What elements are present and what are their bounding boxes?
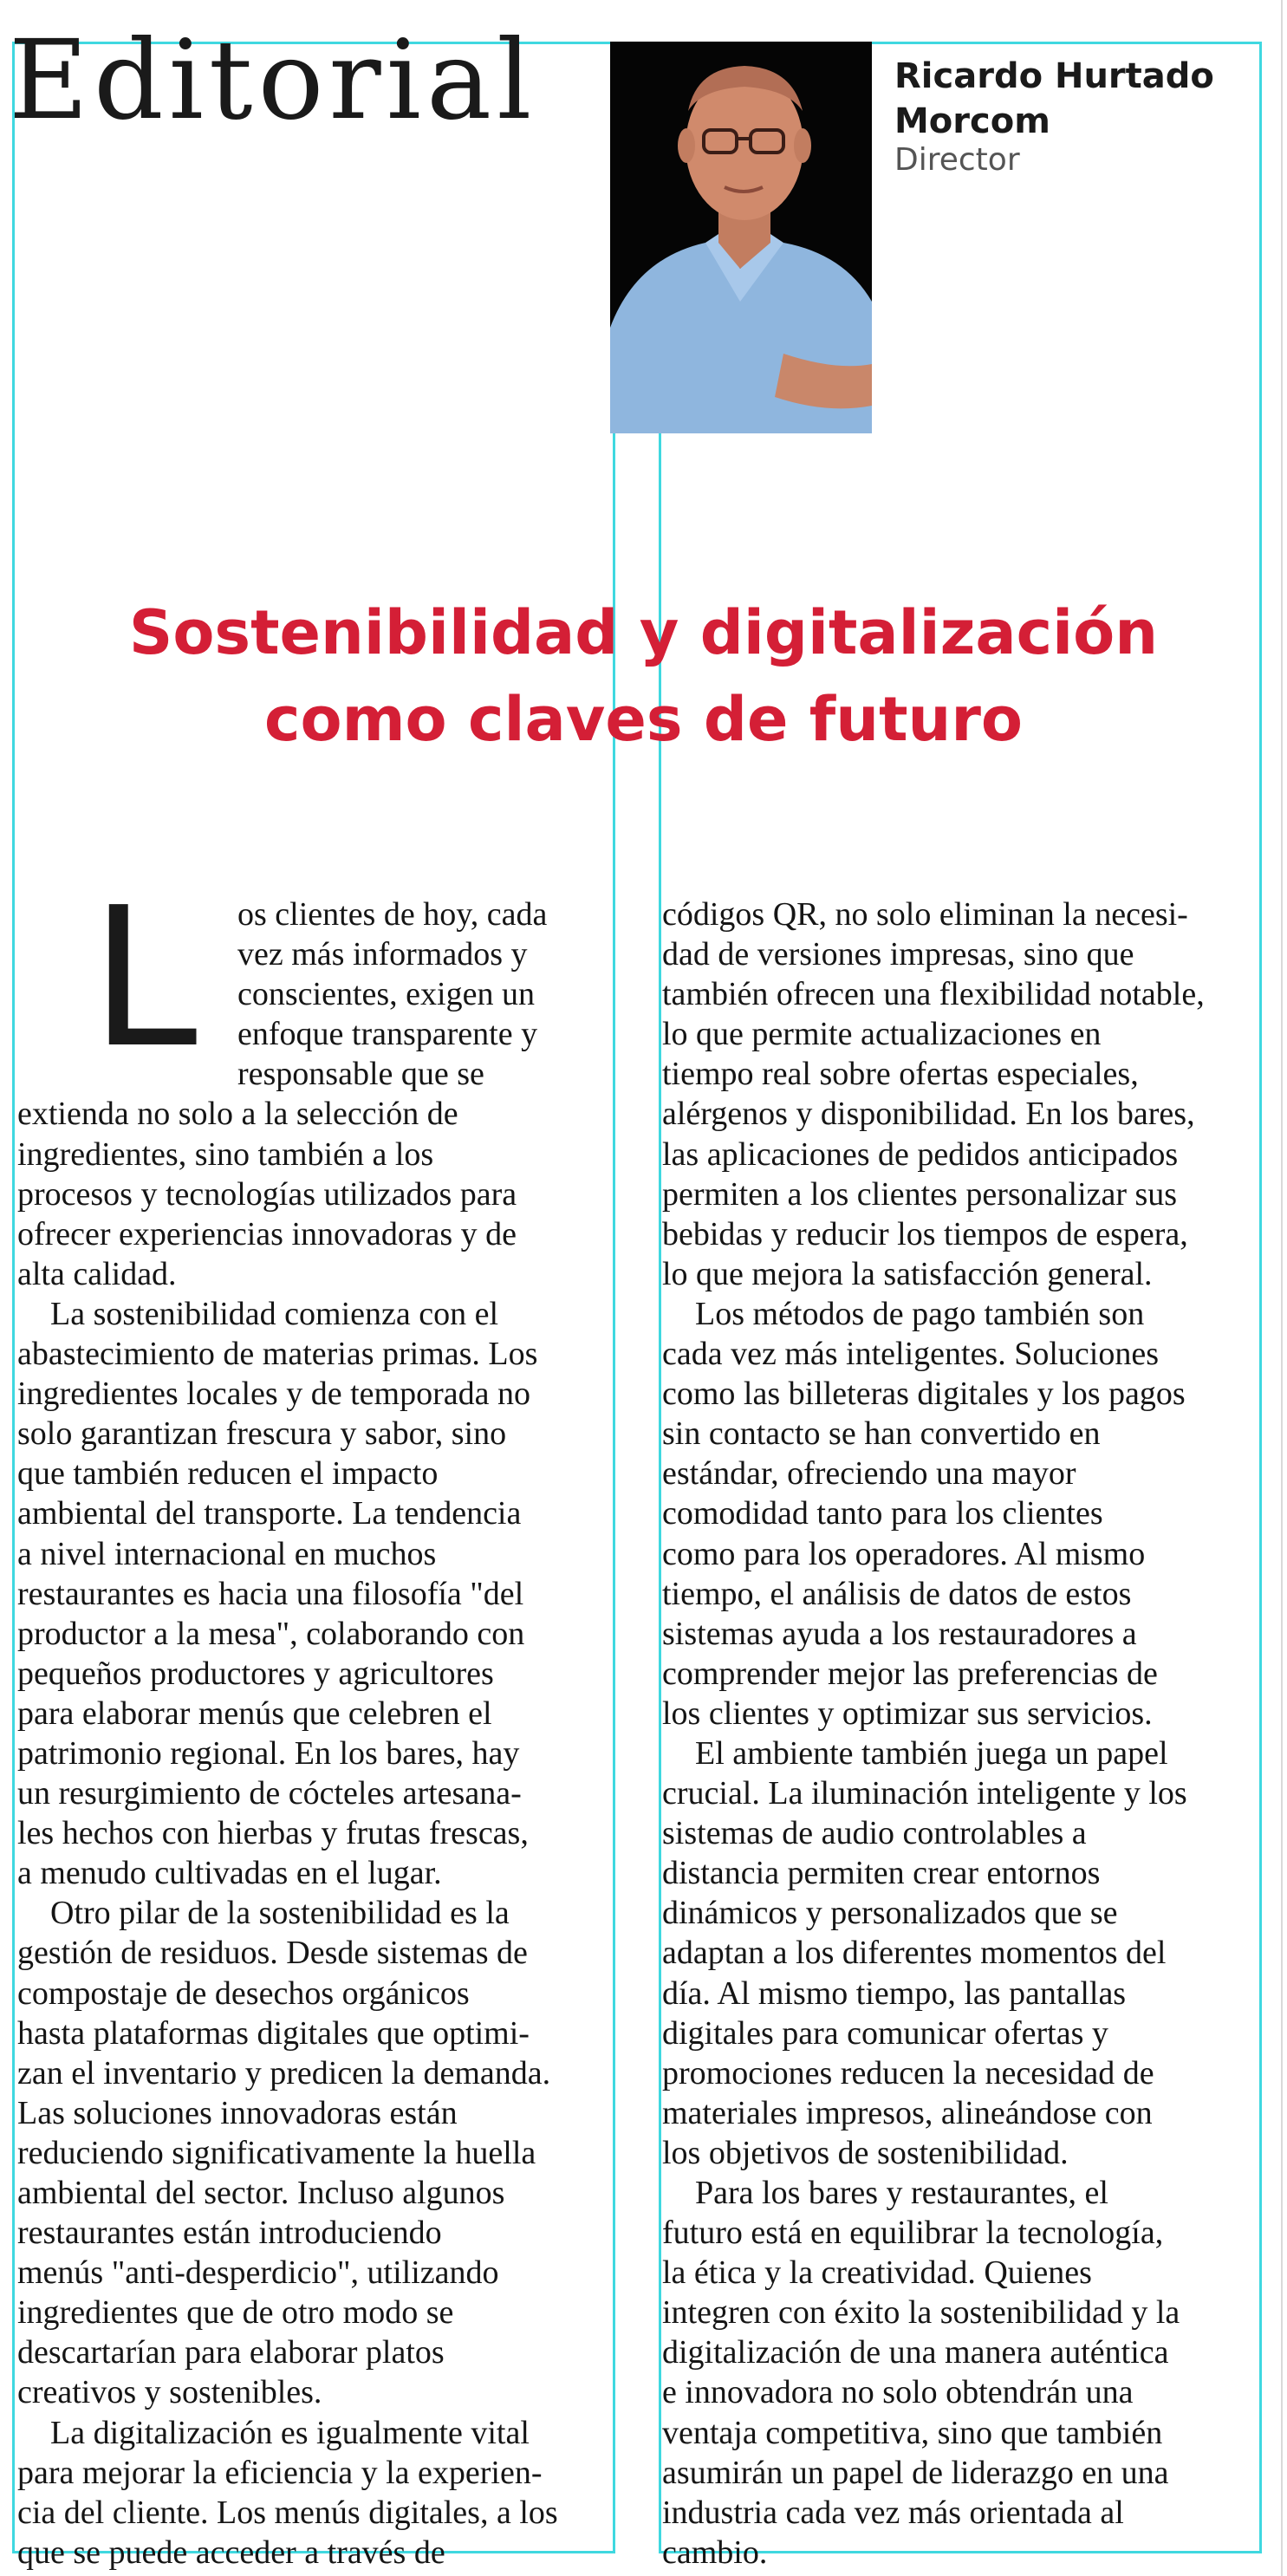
text-line: reduciendo significativamente la huella	[17, 2134, 536, 2171]
text-line: a nivel internacional en muchos	[17, 1535, 437, 1572]
text-line: restaurantes están introduciendo	[17, 2215, 442, 2252]
text-line: dinámicos y personalizados que se	[662, 1895, 1118, 1932]
text-line: alérgenos y disponibilidad. En los bares,	[662, 1096, 1195, 1133]
text-line: gestión de residuos. Desde sistemas de	[17, 1935, 528, 1972]
text-line: enfoque transparente y	[237, 1016, 538, 1053]
text-line: cambio.	[662, 2534, 768, 2571]
text-line: productor a la mesa", colaborando con	[17, 1615, 525, 1652]
headline-line: Sostenibilidad y digitalización	[128, 597, 1159, 668]
text-line: sistemas de audio controlables a	[662, 1815, 1087, 1852]
text-line: a menudo cultivadas en el lugar.	[17, 1855, 442, 1892]
text-line: cia del cliente. Los menús digitales, a los	[17, 2494, 558, 2531]
section-title: Editorial	[9, 16, 537, 144]
article-column-right	[662, 894, 1269, 2573]
text-line: para mejorar la eficiencia y la experien-	[17, 2454, 543, 2491]
text-line: ventaja competitiva, sino que también	[662, 2414, 1163, 2451]
text-line: sin contacto se han convertido en	[662, 1415, 1101, 1453]
text-line: lo que permite actualizaciones en	[662, 1016, 1102, 1053]
text-line: ofrecer experiencias innovadoras y de	[17, 1215, 517, 1252]
text-line: conscientes, exigen un	[237, 976, 535, 1013]
text-line: descartarían para elaborar platos	[17, 2334, 445, 2371]
text-line: también ofrecen una flexibilidad notable,	[662, 976, 1205, 1013]
text-line: como para los operadores. Al mismo	[662, 1535, 1146, 1572]
text-line: bebidas y reducir los tiempos de espera,	[662, 1215, 1188, 1252]
text-line: procesos y tecnologías utilizados para	[17, 1175, 517, 1213]
text-line: digitales para comunicar ofertas y	[662, 2014, 1108, 2052]
text-line: menús "anti-desperdicio", utilizando	[17, 2254, 499, 2292]
text-line: industria cada vez más orientada al	[662, 2494, 1124, 2531]
text-line: adaptan a los diferentes momentos del	[662, 1935, 1167, 1972]
text-line: os clientes de hoy, cada	[237, 896, 548, 933]
text-line: un resurgimiento de cócteles artesana-	[17, 1775, 522, 1812]
text-line: Los métodos de pago también son	[695, 1295, 1145, 1332]
text-line: dad de versiones impresas, sino que	[662, 936, 1134, 973]
text-line: ingredientes locales y de temporada no	[17, 1376, 530, 1413]
text-line: responsable que se	[237, 1056, 484, 1093]
first-paragraph	[17, 867, 624, 1094]
article-headline	[0, 589, 1287, 763]
text-line: cada vez más inteligentes. Soluciones	[662, 1336, 1159, 1373]
text-line: día. Al mismo tiempo, las pantallas	[662, 1974, 1127, 2012]
text-line: restaurantes es hacia una filosofía "del	[17, 1575, 524, 1612]
text-line: que se puede acceder a través de	[17, 2534, 445, 2571]
text-line: que también reducen el impacto	[17, 1455, 439, 1493]
text-line: e innovadora no solo obtendrán una	[662, 2374, 1134, 2411]
text-line: estándar, ofreciendo una mayor	[662, 1455, 1076, 1493]
text-line: crucial. La iluminación inteligente y los	[662, 1775, 1187, 1812]
text-line: comprender mejor las preferencias de	[662, 1655, 1158, 1692]
text-line: tiempo real sobre ofertas especiales,	[662, 1056, 1139, 1093]
text-line: vez más informados y	[237, 936, 528, 973]
text-line: Las soluciones innovadoras están	[17, 2094, 458, 2131]
text-line: digitalización de una manera auténtica	[662, 2334, 1169, 2371]
page-edge-line	[1281, 0, 1283, 2576]
text-line: distancia permiten crear entornos	[662, 1855, 1101, 1892]
headline-line: como claves de futuro	[264, 684, 1023, 755]
text-line: ambiental del sector. Incluso algunos	[17, 2175, 505, 2211]
text-line: creativos y sostenibles.	[17, 2374, 322, 2411]
text-line: La digitalización es igualmente vital	[50, 2414, 530, 2451]
text-line: extienda no solo a la selección de	[17, 1096, 458, 1133]
author-name: Ricardo Hurtado Morcom	[894, 56, 1214, 141]
text-line: sistemas ayuda a los restauradores a	[662, 1615, 1137, 1652]
text-line: hasta plataformas digitales que optimi-	[17, 2014, 530, 2052]
text-line: para elaborar menús que celebren el	[17, 1695, 492, 1732]
text-line: les hechos con hierbas y frutas frescas,	[17, 1815, 529, 1852]
text-line: comodidad tanto para los clientes	[662, 1495, 1103, 1532]
text-line: ambiental del transporte. La tendencia	[17, 1495, 522, 1532]
text-line: las aplicaciones de pedidos anticipados	[662, 1135, 1179, 1173]
text-line: futuro está en equilibrar la tecnología,	[662, 2215, 1164, 2252]
drop-cap: L	[90, 867, 198, 1090]
text-line: tiempo, el análisis de datos de estos	[662, 1575, 1132, 1612]
text-line: La sostenibilidad comienza con el	[50, 1295, 499, 1332]
text-line: la ética y la creatividad. Quienes	[662, 2254, 1092, 2292]
text-line: Otro pilar de la sostenibilidad es la	[50, 1895, 510, 1932]
text-line: los objetivos de sostenibilidad.	[662, 2134, 1069, 2171]
author-role: Director	[894, 142, 1020, 178]
text-line: patrimonio regional. En los bares, hay	[17, 1734, 520, 1772]
text-line: asumirán un papel de liderazgo en una	[662, 2454, 1169, 2491]
text-line: ingredientes que de otro modo se	[17, 2294, 454, 2332]
text-line: permiten a los clientes personalizar sus	[662, 1175, 1178, 1213]
text-line: zan el inventario y predicen la demanda.	[17, 2054, 551, 2091]
text-line: pequeños productores y agricultores	[17, 1655, 494, 1692]
text-line: materiales impresos, alineándose con	[662, 2094, 1153, 2131]
text-line: solo garantizan frescura y sabor, sino	[17, 1415, 507, 1453]
author-portrait-icon	[610, 42, 872, 433]
text-line: Para los bares y restaurantes, el	[695, 2175, 1108, 2211]
text-line: integren con éxito la sostenibilidad y la	[662, 2294, 1180, 2332]
text-line: El ambiente también juega un papel	[695, 1734, 1168, 1772]
text-line: lo que mejora la satisfacción general.	[662, 1255, 1153, 1292]
text-line: los clientes y optimizar sus servicios.	[662, 1695, 1153, 1732]
article-column-left	[17, 867, 624, 2573]
text-line: abastecimiento de materias primas. Los	[17, 1336, 538, 1373]
text-line: como las billeteras digitales y los pagos	[662, 1376, 1186, 1413]
text-line: códigos QR, no solo eliminan la necesi-	[662, 896, 1188, 933]
text-line: alta calidad.	[17, 1255, 177, 1292]
text-line: compostaje de desechos orgánicos	[17, 1974, 470, 2012]
text-line: promociones reducen la necesidad de	[662, 2054, 1154, 2091]
text-line: ingredientes, sino también a los	[17, 1135, 434, 1173]
